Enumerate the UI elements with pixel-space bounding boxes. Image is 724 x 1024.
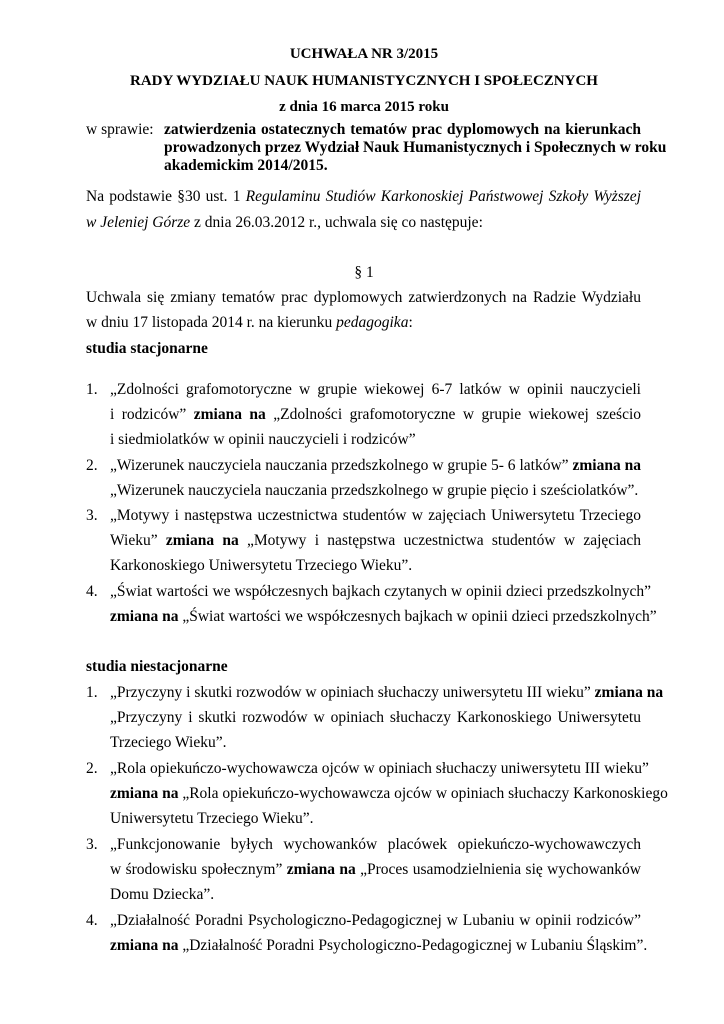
new-title: „Działalność Poradni Psychologiczno-Pedagogicznej w Lubaniu Śląskim”. [182,937,648,954]
item-number: 4. [86,583,98,600]
new-title: „Rola opiekuńczo-wychowawcza ojców w opiniach słuchaczy Karkonoskiego [182,785,668,802]
basis-line-1 [86,188,641,206]
old-title: Wieku” [110,532,158,549]
old-title: i rodziców” [110,406,187,423]
new-title: „Świat wartości we współczesnych bajkach w opinii dzieci przedszkolnych” [182,608,657,625]
council-name: RADY WYDZIAŁU NAUK HUMANISTYCZNYCH I SPOŁECZNYCH [130,73,598,89]
item-number: 2. [86,760,98,777]
intro-colon: : [408,314,413,331]
list-item-line [110,937,647,955]
regulation-title: Regulaminu Studiów Karkonoskiej Państwowej Szkoły Wyższej [245,188,641,205]
new-title: „Motywy i następstwa uczestnictwa studentów w zajęciach [247,532,642,549]
list-item-line: „Działalność Poradni Psychologiczno-Pedagogicznej w Lubaniu w opinii rodziców” [110,912,641,929]
item-number: 3. [86,836,98,853]
list-item-line [110,457,641,475]
list-item-line [110,785,668,803]
resolution-date: z dnia 16 marca 2015 roku [279,99,449,115]
list-item-line: „Rola opiekuńczo-wychowawcza ojców w opiniach słuchaczy uniwersytetu III wieku” [110,760,649,777]
change-keyword: zmiana na [193,406,266,423]
item-number: 2. [86,457,98,474]
item-number: 4. [86,912,98,929]
list-item-line: Trzeciego Wieku”. [110,734,227,751]
list-item-line [110,861,641,879]
item-number: 3. [86,507,98,524]
section-intro-2 [86,314,413,332]
change-keyword: zmiana na [110,785,179,802]
old-title: „Wizerunek nauczyciela nauczania przedszkolnego w grupie 5- 6 latków” [110,457,569,474]
change-keyword: zmiana na [165,532,239,549]
field-of-study: pedagogika [336,314,409,331]
subject-line-3: akademickim 2014/2015. [164,157,328,174]
heading-niestacjonarne: studia niestacjonarne [86,658,228,675]
old-title: „Przyczyny i skutki rozwodów w opiniach słuchaczy uniwersytetu III wieku” [110,684,591,701]
list-item-line: „Zdolności grafomotoryczne w grupie wiekowej 6-7 latków w opinii nauczycieli [110,381,641,398]
list-item-line: „Przyczyny i skutki rozwodów w opiniach słuchaczy Karkonoskiego Uniwersytetu [110,709,641,726]
new-title: „Zdolności grafomotoryczne w grupie wiekowej sześcio [273,406,642,423]
change-keyword: zmiana na [110,608,179,625]
list-item-line: „Świat wartości we współczesnych bajkach czytanych w opinii dzieci przedszkolnych” [110,583,652,600]
section-mark: § 1 [354,264,374,281]
basis-text: Na podstawie §30 ust. 1 [86,188,246,205]
subject-line-1: zatwierdzenia ostatecznych tematów prac dyplomowych na kierunkach [164,121,641,138]
list-item-line [110,608,657,626]
basis-text-end: z dnia 26.03.2012 r., uchwala się co następuje: [190,214,483,231]
list-item-line: i siedmiolatków w opinii nauczycieli i rodziców” [110,431,416,448]
subject-label: w sprawie: [86,121,154,138]
old-title: w środowisku społecznym” [110,861,283,878]
list-item-line: „Funkcjonowanie byłych wychowanków placówek opiekuńczo-wychowawczych [110,836,641,853]
new-title: „Proces usamodzielnienia się wychowanków [360,861,642,878]
change-keyword: zmiana na [110,937,179,954]
list-item-line [110,684,664,702]
item-number: 1. [86,381,98,398]
basis-line-2 [86,214,483,232]
list-item-line: „Motywy i następstwa uczestnictwa studentów w zajęciach Uniwersytetu Trzeciego [110,507,641,524]
resolution-title: UCHWAŁA NR 3/2015 [289,46,439,62]
heading-stacjonarne: studia stacjonarne [86,340,208,357]
list-item-line: „Wizerunek nauczyciela nauczania przedszkolnego w grupie pięcio i sześciolatków”. [110,482,639,499]
regulation-city: w Jeleniej Górze [86,214,191,231]
change-keyword: zmiana na [572,457,641,474]
list-item-line: Uniwersytetu Trzeciego Wieku”. [110,810,314,827]
subject-line-2: prowadzonych przez Wydział Nauk Humanistycznych i Społecznych w roku [164,139,667,156]
change-keyword: zmiana na [286,861,356,878]
list-item-line [110,532,641,550]
section-intro-1: Uchwala się zmiany tematów prac dyplomowych zatwierdzonych na Radzie Wydziału [86,289,641,306]
list-item-line: Domu Dziecka”. [110,886,215,903]
list-item-line: Karkonoskiego Uniwersytetu Trzeciego Wieku”. [110,557,413,574]
item-number: 1. [86,684,98,701]
intro-text: w dniu 17 listopada 2014 r. na kierunku [86,314,337,331]
change-keyword: zmiana na [594,684,664,701]
list-item-line [110,406,641,424]
